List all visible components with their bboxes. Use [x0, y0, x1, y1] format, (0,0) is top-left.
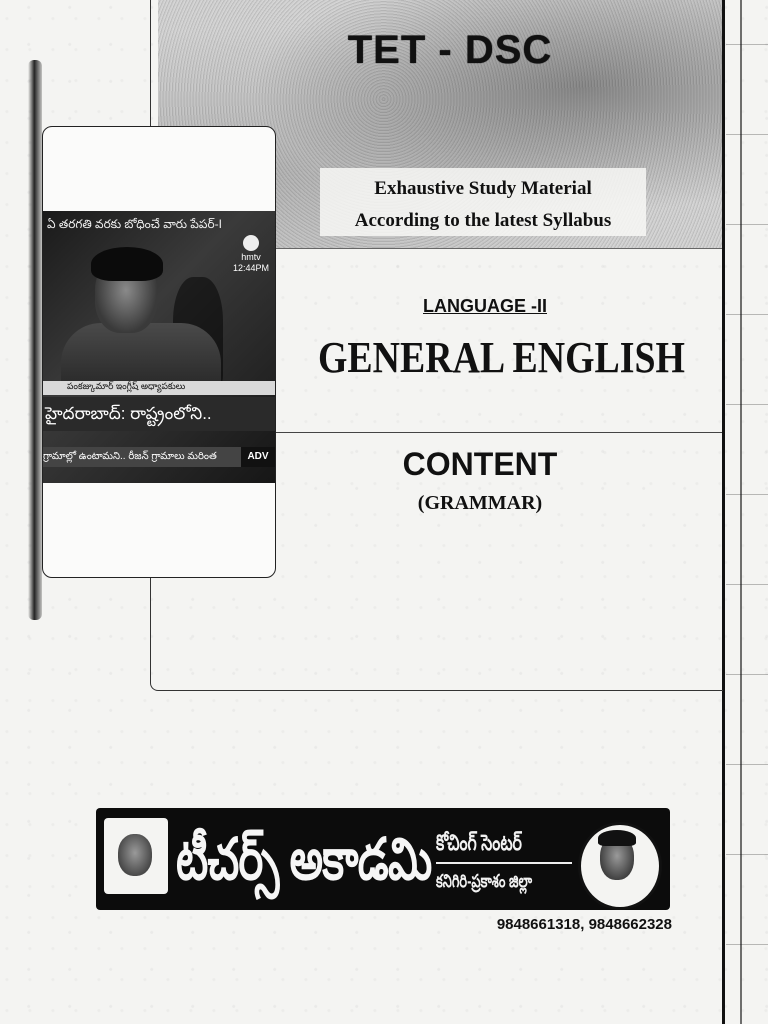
tv-clock: 12:44PM	[232, 263, 270, 273]
tv-adv-badge: ADV	[241, 447, 275, 467]
academy-name: టీచర్స్ అకాడమి	[176, 827, 432, 892]
tv-logo-icon	[243, 235, 259, 251]
subject-title: GENERAL ENGLISH	[318, 333, 685, 382]
content-title: CONTENT	[402, 446, 558, 482]
language-label: LANGUAGE -II	[423, 296, 547, 316]
banner-rule	[436, 862, 572, 864]
coaching-center-label: కోచింగ్ సెంటర్	[436, 830, 522, 855]
section-divider	[270, 432, 722, 433]
tv-headline-bar: హైదరాబాద్: రాష్ట్రంలోని..	[43, 397, 276, 431]
study-material-line-1: Exhaustive Study Material	[374, 178, 592, 199]
scan-right-edge	[740, 0, 742, 1024]
scan-right-strip	[726, 0, 768, 1024]
tv-caption-strip: పంకజ్కుమార్ ఇంగ్లీష్ అధ్యాపకులు	[43, 381, 276, 395]
study-material-line-2: According to the latest Syllabus	[354, 210, 612, 231]
tv-channel-name: hmtv	[241, 252, 261, 262]
tv-top-ticker: ఏ తరగతి వరకు బోధించే వారు పేపర్-I	[47, 217, 222, 231]
series-title: TET - DSC	[347, 28, 553, 72]
banner-right-portrait-hair	[598, 830, 636, 846]
tv-clip-card	[42, 126, 276, 578]
phone-numbers: 9848661318, 9848662328	[496, 916, 672, 933]
tv-channel-logo	[231, 235, 271, 273]
tv-bottom-ticker: గ్రామాల్లో ఉంటామని.. రీజన్ గ్రామాలు మరింత	[43, 447, 275, 467]
academy-location: కనిగిరి-ప్రకాశం జిల్లా	[436, 871, 533, 891]
scan-left-edge-shadow	[28, 60, 42, 620]
banner-left-portrait	[118, 834, 152, 876]
content-subtitle: (GRAMMAR)	[417, 492, 543, 514]
tv-presenter-hair	[91, 247, 163, 281]
